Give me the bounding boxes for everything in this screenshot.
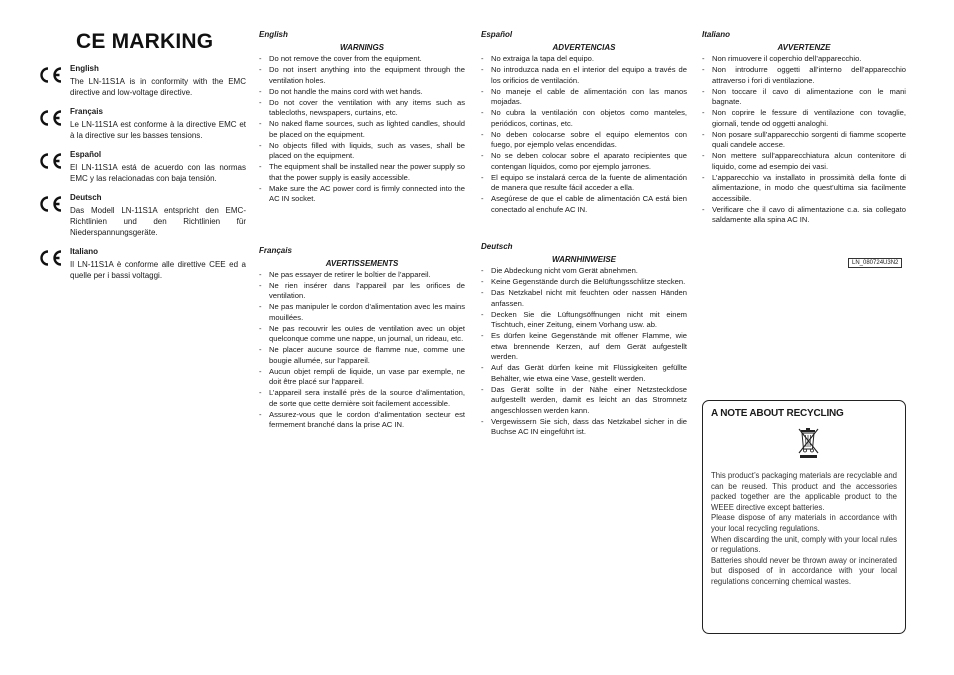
warning-item: - No maneje el cable de alimentación con las manos mojadas. bbox=[481, 87, 687, 108]
recycling-note-box bbox=[702, 400, 906, 634]
warning-item: - Vergewissern Sie sich, dass das Netzkabel sicher in die Buchse AC IN eingeführt ist. bbox=[481, 417, 687, 438]
language-heading: English bbox=[259, 30, 288, 39]
warning-list bbox=[481, 266, 687, 438]
warning-item: - Non coprire le fessure di ventilazione con tovaglie, giornali, tende od oggetti analoghi. bbox=[702, 108, 906, 129]
warning-item: - Asegúrese de que el cable de alimentación CA está bien conectado al enchufe AC IN. bbox=[481, 194, 687, 215]
warnings-espanol bbox=[481, 30, 687, 215]
warning-item: - Decken Sie die Lüftungsöffnungen nicht mit einem Tischtuch, einer Zeitung, einem Vorhang usw. ab. bbox=[481, 310, 687, 331]
warnings-column-3 bbox=[481, 30, 687, 438]
warnings-francais bbox=[259, 246, 465, 431]
warnings-column-2 bbox=[259, 30, 465, 431]
warning-item: - Do not handle the mains cord with wet hands. bbox=[259, 87, 465, 98]
ce-mark-icon bbox=[36, 195, 64, 213]
warning-item: - Es dürfen keine Gegenstände mit offener Flamme, wie etwa brennende Kerzen, auf dem Gerät aufgestellt werden. bbox=[481, 331, 687, 363]
ce-marking-column bbox=[36, 30, 246, 290]
warning-item: - Ne pas essayer de retirer le boîtier de l’appareil. bbox=[259, 270, 465, 281]
warning-item: - Auf das Gerät dürfen keine mit Flüssigkeiten gefüllte Behälter, wie etwa eine Vase, gestellt werden. bbox=[481, 363, 687, 384]
recycling-paragraph: Batteries should never be thrown away or incinerated but disposed of in accordance with your local regulations concerning chemical wastes. bbox=[711, 555, 897, 586]
warning-item: - Ne rien insérer dans l’appareil par les orifices de ventilation. bbox=[259, 281, 465, 302]
warning-item: - Aucun objet rempli de liquide, un vase par exemple, ne doit être placé sur l’appareil. bbox=[259, 367, 465, 388]
warnings-deutsch bbox=[481, 242, 687, 438]
ce-language-label: English bbox=[70, 64, 99, 73]
ce-statement: Il LN-11S1A è conforme alle direttive CEE ed a quelle per i bassi voltaggi. bbox=[70, 260, 246, 280]
warning-item: - No se deben colocar sobre el aparato recipientes que contengan líquidos, como por ejemplo jarrones. bbox=[481, 151, 687, 172]
ce-section-francais bbox=[36, 107, 246, 141]
recycling-paragraph: When discarding the unit, comply with your local rules or regulations. bbox=[711, 534, 897, 555]
warning-item: - Die Abdeckung nicht vom Gerät abnehmen. bbox=[481, 266, 687, 277]
warning-list bbox=[702, 54, 906, 226]
warning-item: - Das Netzkabel nicht mit feuchten oder nassen Händen anfassen. bbox=[481, 288, 687, 309]
warning-item: - Ne pas manipuler le cordon d’alimentation avec les mains mouillées. bbox=[259, 302, 465, 323]
warnings-heading: AVVERTENZE bbox=[777, 43, 831, 52]
warning-list bbox=[259, 270, 465, 431]
warning-item: - No naked flame sources, such as lighted candles, should be placed on the equipment. bbox=[259, 119, 465, 140]
warning-item: - L’appareil sera installé près de la source d’alimentation, de sorte que cette dernière soit facilement accessible. bbox=[259, 388, 465, 409]
ce-statement: Le LN-11S1A est conforme à la directive EMC et à la directive sur les basses tensions. bbox=[70, 120, 246, 140]
warning-item: - Make sure the AC power cord is firmly connected into the AC IN socket. bbox=[259, 184, 465, 205]
warning-item: - The equipment shall be installed near the power supply so that the power supply is easily accessible. bbox=[259, 162, 465, 183]
warnings-italiano bbox=[702, 30, 906, 226]
warning-item: - Assurez-vous que le cordon d’alimentation secteur est fermement branché dans la prise AC IN. bbox=[259, 410, 465, 431]
crossed-out-wheelie-bin-icon bbox=[797, 425, 821, 459]
warning-item: - No objects filled with liquids, such as vases, shall be placed on the equipment. bbox=[259, 141, 465, 162]
page-title: CE MARKING bbox=[76, 30, 214, 53]
ce-statement: Das Modell LN-11S1A entspricht den EMC-Richtlinien und den Richtlinien für Niederspannungsgeräte. bbox=[70, 206, 246, 237]
recycling-title: A NOTE ABOUT RECYCLING bbox=[711, 408, 844, 419]
warning-item: - Ne pas recouvrir les ouïes de ventilation avec un objet quelconque comme une nappe, un journal, un rideau, etc. bbox=[259, 324, 465, 345]
warning-item: - No introduzca nada en el interior del equipo a través de los orificios de ventilación. bbox=[481, 65, 687, 86]
language-heading: Français bbox=[259, 245, 292, 255]
warning-item: - L’apparecchio va installato in prossimità della fonte di alimentazione, in modo che quest’ultima sia facilmente accessibile. bbox=[702, 173, 906, 205]
document-code: LN_080724U3N2 bbox=[848, 258, 902, 268]
warnings-heading: ADVERTENCIAS bbox=[552, 43, 616, 52]
ce-language-label: Français bbox=[70, 107, 103, 116]
warning-item: - Do not insert anything into the equipment through the ventilation holes. bbox=[259, 65, 465, 86]
ce-mark-icon bbox=[36, 109, 64, 127]
language-heading: Deutsch bbox=[481, 242, 513, 251]
recycling-paragraph: This product’s packaging materials are recyclable and can be reused. This product and the accessories packed together are the applicable product to the WEEE directive except batteries. bbox=[711, 471, 897, 512]
warnings-english bbox=[259, 30, 465, 205]
language-heading: Español bbox=[481, 30, 513, 39]
ce-section-italiano bbox=[36, 247, 246, 281]
ce-statement: The LN-11S1A is in conformity with the EMC directive and low-voltage directive. bbox=[70, 77, 246, 97]
ce-section-english bbox=[36, 64, 246, 98]
ce-language-label: Español bbox=[70, 150, 102, 159]
ce-mark-icon bbox=[36, 66, 64, 84]
recycling-text bbox=[711, 471, 897, 588]
warning-item: - El equipo se instalará cerca de la fuente de alimentación de manera que resulte fácil acceder a ella. bbox=[481, 173, 687, 194]
ce-language-label: Italiano bbox=[70, 247, 99, 256]
warning-item: - Ne placer aucune source de flamme nue, comme une bougie allumée, sur l’appareil. bbox=[259, 345, 465, 366]
ce-language-label: Deutsch bbox=[70, 193, 102, 202]
warning-item: - Non mettere sull’apparecchiatura alcun contenitore di liquido, come ad esempio dei vasi. bbox=[702, 151, 906, 172]
ce-section-deutsch bbox=[36, 193, 246, 238]
warning-item: - Non introdurre oggetti all’interno dell’apparecchio attraverso i fori di ventilazione. bbox=[702, 65, 906, 86]
ce-mark-icon bbox=[36, 249, 64, 267]
warning-list bbox=[259, 54, 465, 205]
warning-item: - Verificare che il cavo di alimentazione c.a. sia collegato saldamente alla spina AC IN. bbox=[702, 205, 906, 226]
warning-item: - Do not cover the ventilation with any items such as tablecloths, newspapers, curtains, etc. bbox=[259, 98, 465, 119]
ce-section-espanol bbox=[36, 150, 246, 184]
warnings-heading: WARNINGS bbox=[340, 43, 384, 52]
warnings-heading: WARNHINWEISE bbox=[552, 255, 616, 264]
ce-statement: El LN-11S1A está de acuerdo con las normas EMC y las relacionadas con baja tensión. bbox=[70, 163, 246, 183]
warning-item: - Do not remove the cover from the equipment. bbox=[259, 54, 465, 65]
warning-item: - Keine Gegenstände durch die Belüftungsschlitze stecken. bbox=[481, 277, 687, 288]
warning-item: - Non toccare il cavo di alimentazione con le mani bagnate. bbox=[702, 87, 906, 108]
ce-mark-icon bbox=[36, 152, 64, 170]
language-heading: Italiano bbox=[702, 30, 731, 39]
warning-item: - No extraiga la tapa del equipo. bbox=[481, 54, 687, 65]
warning-item: - Das Gerät sollte in der Nähe einer Netzsteckdose aufgestellt werden, damit es leicht an das Stromnetz angeschlossen werden kann. bbox=[481, 385, 687, 417]
warnings-column-4 bbox=[702, 30, 906, 226]
warning-item: - Non rimuovere il coperchio dell’apparecchio. bbox=[702, 54, 906, 65]
warnings-heading: AVERTISSEMENTS bbox=[325, 258, 399, 268]
warning-item: - Non posare sull’apparecchio sorgenti di fiamme scoperte quali candele accese. bbox=[702, 130, 906, 151]
warning-list bbox=[481, 54, 687, 215]
recycling-paragraph: Please dispose of any materials in accordance with your local recycling regulations. bbox=[711, 513, 897, 533]
warning-item: - No cubra la ventilación con objetos como manteles, periódicos, cortinas, etc. bbox=[481, 108, 687, 129]
warning-item: - No deben colocarse sobre el equipo elementos con fuego, por ejemplo velas encendidas. bbox=[481, 130, 687, 151]
